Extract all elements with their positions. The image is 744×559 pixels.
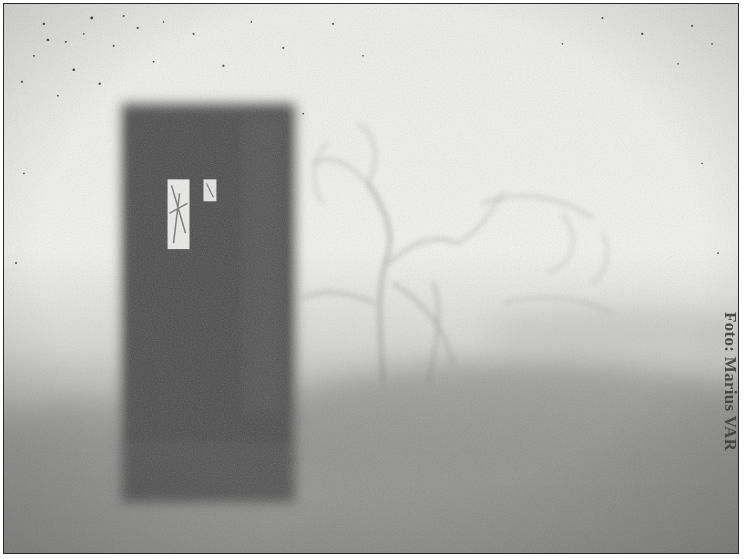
photo-credit: Foto: Marius VAR: [721, 312, 740, 452]
vignette-overlay: [4, 4, 738, 553]
newsprint-photo: [4, 4, 738, 553]
photo-frame: [3, 3, 739, 554]
